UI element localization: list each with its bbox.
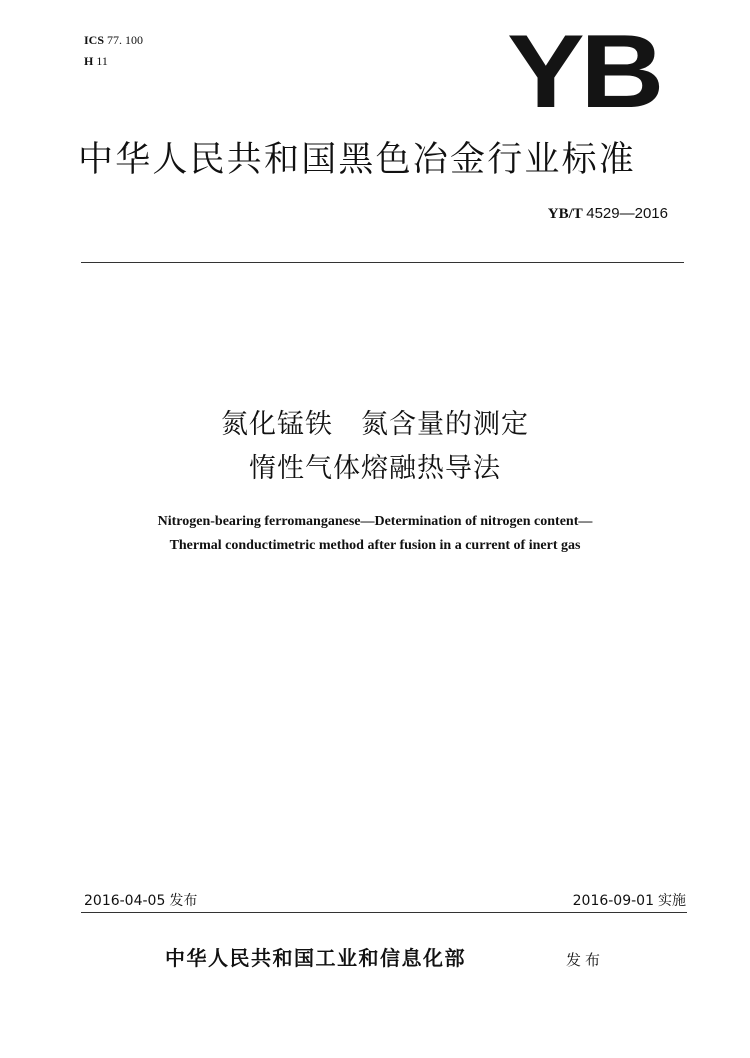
top-divider [81,262,684,263]
standard-number-value: 4529—2016 [586,205,668,222]
issue-date-label: 发布 [169,893,198,909]
standard-prefix: YB/T [547,206,583,222]
issue-date [84,892,197,910]
industry-standard-title: 中华人民共和国黑色冶金行业标准 [78,140,637,180]
standard-number [548,205,668,223]
ccs-code [84,54,108,68]
ccs-label: H [84,54,94,68]
implementation-date-value: 2016-09-01 [572,893,654,909]
ccs-value: 11 [96,54,108,68]
publisher-name: 中华人民共和国工业和信息化部 [165,946,466,970]
implementation-date-label: 实施 [658,893,686,909]
yb-logo: YB [507,14,660,130]
implementation-date [573,892,686,910]
bottom-divider [81,912,687,913]
ics-code [84,33,143,47]
publish-label: 发布 [566,951,605,969]
issue-date-value: 2016-04-05 [84,893,166,909]
ics-label: ICS [84,33,105,47]
ics-value: 77. 100 [107,33,144,47]
en-title-line-2: Thermal conductimetric method after fusion in a current of inert gas [169,538,581,553]
en-title-line-1: Nitrogen-bearing ferromanganese—Determination of nitrogen content— [157,514,593,529]
cn-title-line-2: 惰性气体熔融热导法 [249,453,501,484]
cn-title-line-1: 氮化锰铁 氮含量的测定 [221,409,529,440]
